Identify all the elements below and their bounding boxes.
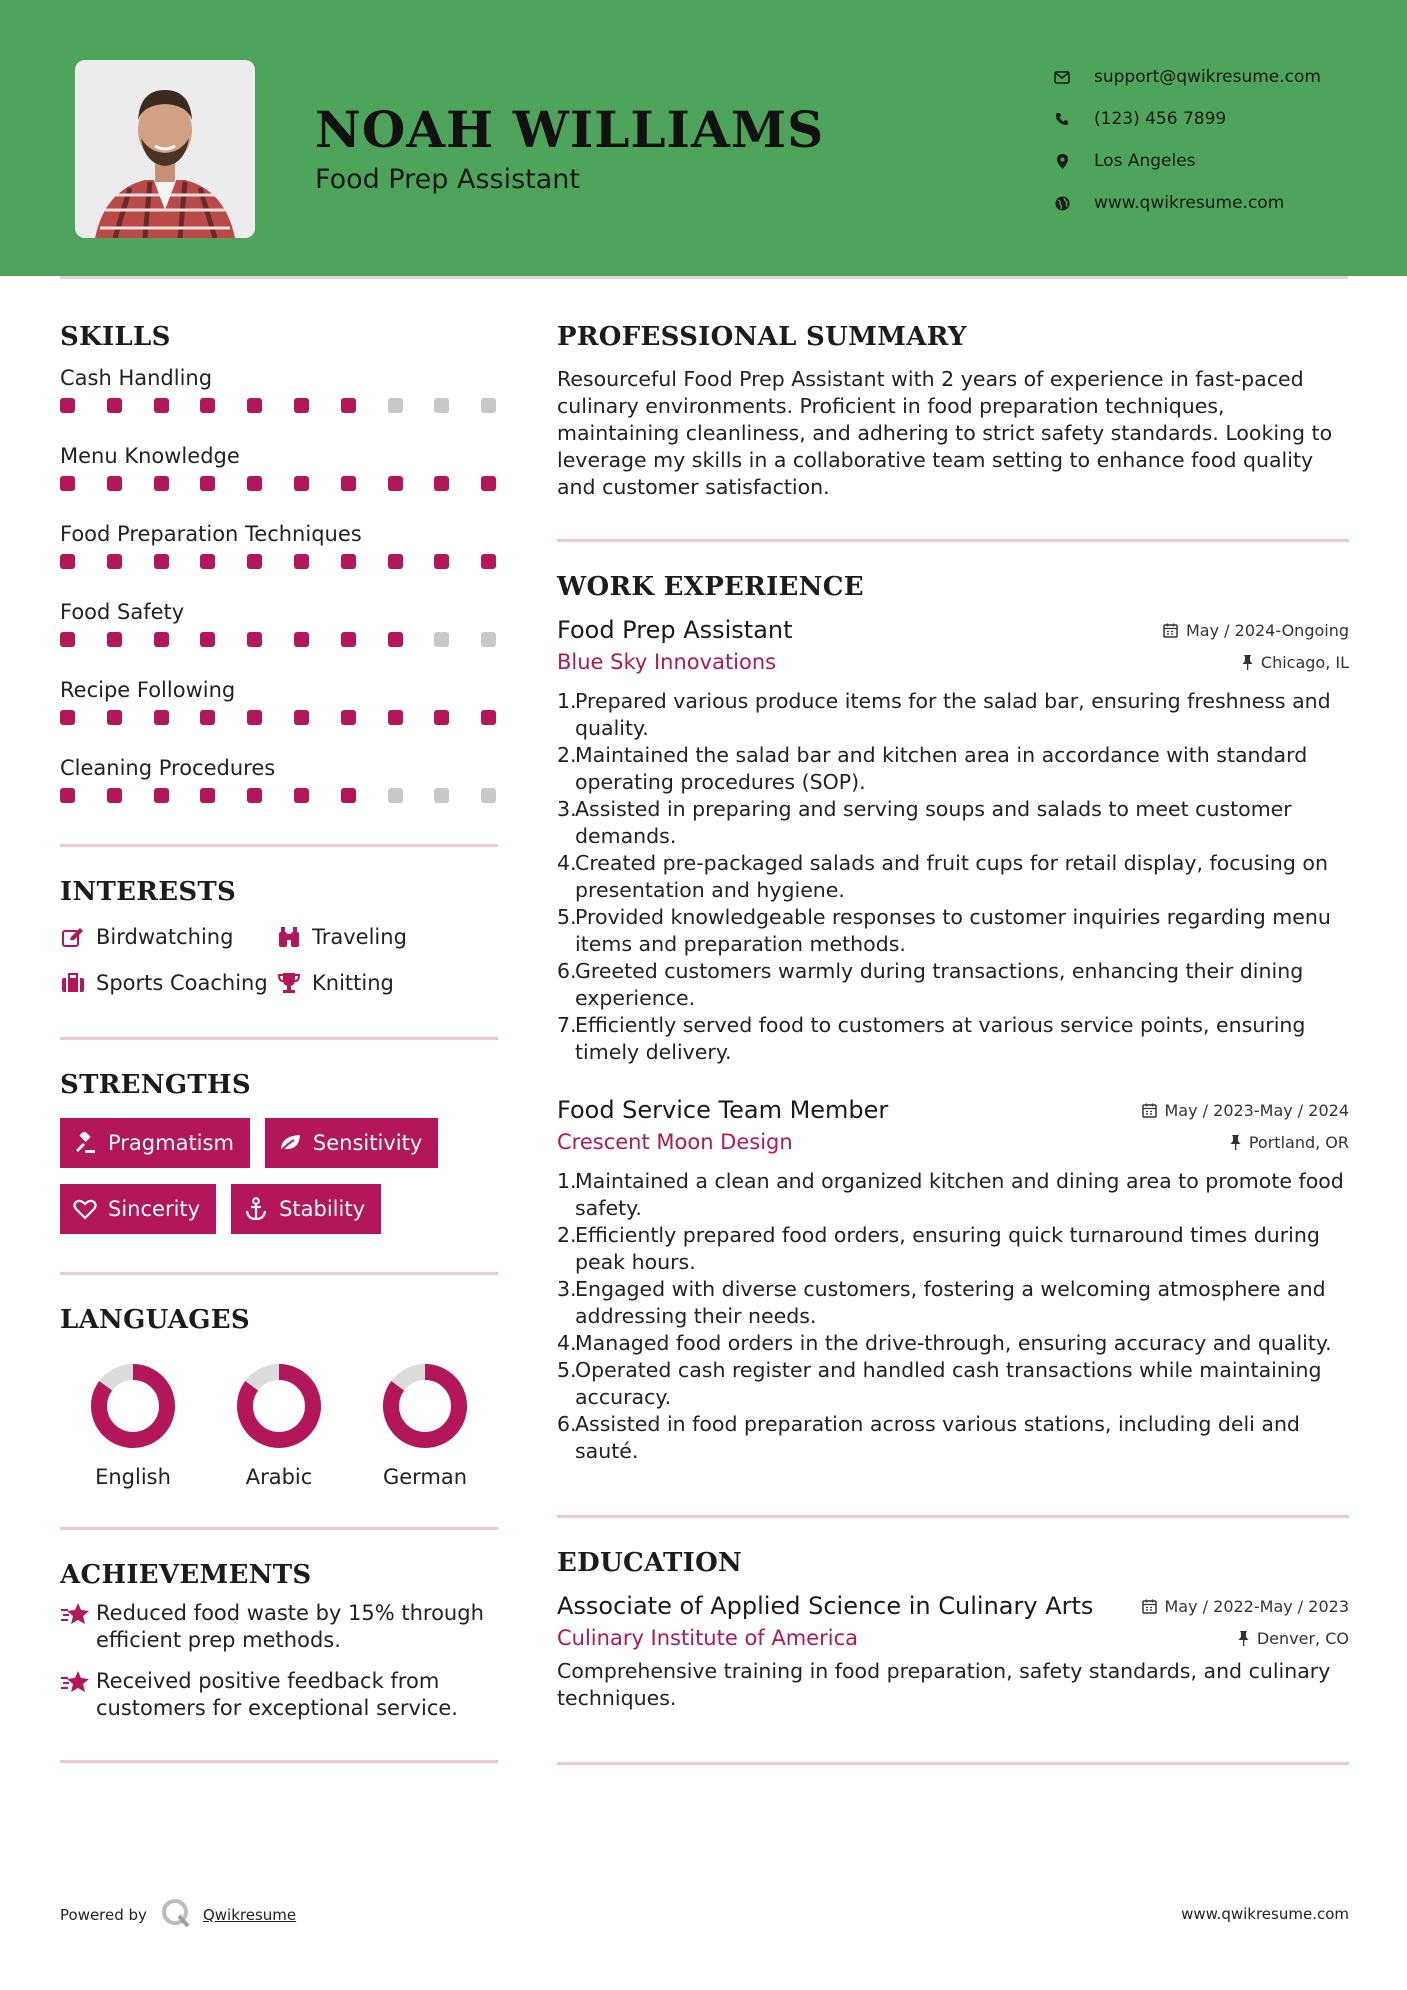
education-dates (1142, 1597, 1350, 1616)
rating-dot-filled (200, 398, 215, 413)
job-dates (1163, 621, 1349, 640)
education-description: Comprehensive training in food preparation, safety standards, and culinary techniques. (557, 1659, 1331, 1710)
contact-phone-text: (123) 456 7899 (1094, 109, 1227, 129)
job-bullet: 6. Assisted in food preparation across various stations, including deli and sauté. (557, 1412, 1300, 1463)
contact-phone[interactable] (1050, 98, 1321, 140)
section-divider (60, 1760, 498, 1763)
job-bullets (557, 1168, 1349, 1465)
rating-dot-filled (481, 710, 496, 725)
leaf-icon (277, 1130, 303, 1156)
profile-photo-image (75, 60, 255, 238)
heart-icon (72, 1196, 98, 1222)
job-dates-text: May / 2023-May / 2024 (1164, 1100, 1349, 1120)
job-bullet: 4. Created pre-packaged salads and fruit cups for retail display, focusing on presentation and hygiene. (557, 851, 1328, 902)
language-donut (236, 1363, 322, 1449)
language-donut (382, 1363, 468, 1449)
achievements-heading: ACHIEVEMENTS (60, 1560, 312, 1590)
header-divider (60, 276, 1348, 279)
job-dates-text: May / 2024-Ongoing (1186, 620, 1349, 640)
section-divider (60, 1272, 498, 1275)
rating-dot-filled (341, 554, 356, 569)
rating-dot-filled (294, 788, 309, 803)
section-divider (557, 539, 1349, 542)
rating-dot-filled (434, 710, 449, 725)
job-bullet: 2. Maintained the salad bar and kitchen area in accordance with standard operating procedures (SOP). (557, 743, 1308, 794)
rating-dot-filled (341, 476, 356, 491)
contact-email-text: support@qwikresume.com (1094, 67, 1321, 87)
header-banner (0, 0, 1407, 276)
interests-heading: INTERESTS (60, 877, 237, 907)
calendar-icon (1142, 1599, 1157, 1614)
rating-dot-filled (200, 632, 215, 647)
rating-dot-empty (481, 788, 496, 803)
location-pin-icon (1050, 149, 1074, 173)
strength-label: Sincerity (108, 1197, 201, 1221)
languages-list (60, 1363, 498, 1489)
briefcase-icon (60, 970, 86, 996)
rating-dot-empty (481, 398, 496, 413)
rating-dot-filled (154, 788, 169, 803)
rating-dot-filled (107, 710, 122, 725)
qwikresume-link[interactable]: Qwikresume (202, 1906, 297, 1924)
job-entry (557, 1096, 1349, 1465)
section-divider (557, 1762, 1349, 1765)
rating-dot-filled (107, 476, 122, 491)
rating-dot-filled (154, 398, 169, 413)
rating-dot-filled (294, 632, 309, 647)
rating-dot-filled (60, 476, 75, 491)
rating-dot-filled (294, 398, 309, 413)
rating-dot-filled (107, 398, 122, 413)
rating-dot-filled (247, 554, 262, 569)
company-name: Blue Sky Innovations (557, 650, 777, 674)
rating-dot-filled (294, 554, 309, 569)
interest-label: Knitting (312, 971, 394, 995)
interest-label: Birdwatching (96, 925, 234, 949)
job-bullet: 7. Efficiently served food to customers at various service points, ensuring timely delivery. (557, 1013, 1306, 1064)
job-bullet: 1. Prepared various produce items for the salad bar, ensuring freshness and quality. (557, 689, 1331, 740)
rating-dot-filled (60, 788, 75, 803)
section-divider (60, 1527, 498, 1530)
interest-label: Sports Coaching (96, 971, 268, 995)
rating-dot-filled (388, 476, 403, 491)
rating-dot-filled (388, 632, 403, 647)
language-name: Arabic (245, 1465, 313, 1489)
rating-dot-filled (247, 398, 262, 413)
skill-name: Food Preparation Techniques (60, 522, 362, 546)
skill-name: Menu Knowledge (60, 444, 240, 468)
skill-rating (60, 628, 498, 674)
skill-item (60, 518, 498, 596)
interest-item (276, 967, 476, 999)
strength-label: Pragmatism (108, 1131, 234, 1155)
rating-dot-filled (200, 788, 215, 803)
skill-rating (60, 394, 498, 440)
section-divider (557, 1515, 1349, 1518)
rating-dot-empty (388, 788, 403, 803)
company-name: Crescent Moon Design (557, 1130, 793, 1154)
rating-dot-filled (60, 632, 75, 647)
trophy-icon (276, 970, 302, 996)
footer-powered-by (60, 1898, 296, 1932)
calendar-icon (1163, 623, 1178, 638)
interest-item (60, 921, 276, 953)
experience-heading: WORK EXPERIENCE (557, 572, 864, 602)
binoculars-icon (276, 924, 302, 950)
rating-dot-filled (341, 710, 356, 725)
calendar-icon (1142, 1103, 1157, 1118)
strength-tag (60, 1184, 216, 1234)
footer-url[interactable]: www.qwikresume.com (1181, 1905, 1349, 1923)
rating-dot-filled (107, 788, 122, 803)
gavel-icon (72, 1130, 98, 1156)
rating-dot-empty (481, 632, 496, 647)
summary-text: Resourceful Food Prep Assistant with 2 years of experience in fast-paced culinary environments. Proficient in food preparation techniques, maintaining cleanliness, and adhering to strict safety standards. Looking to leverage my skills in a collaborative team setting to enhance food quality and customer satisfaction. (557, 367, 1333, 499)
phone-icon (1050, 107, 1074, 131)
languages-heading: LANGUAGES (60, 1305, 250, 1335)
language-item (352, 1363, 498, 1489)
skill-rating (60, 706, 498, 752)
education-entry (557, 1592, 1349, 1712)
rating-dot-empty (388, 398, 403, 413)
job-location-text: Chicago, IL (1260, 652, 1349, 672)
skill-name: Cleaning Procedures (60, 756, 276, 780)
skill-rating (60, 472, 498, 518)
skill-rating (60, 550, 498, 596)
rating-dot-filled (60, 398, 75, 413)
language-name: German (382, 1465, 468, 1489)
skill-rating (60, 784, 498, 830)
achievement-text: Reduced food waste by 15% through efficient prep methods. (96, 1601, 484, 1652)
rating-dot-filled (247, 632, 262, 647)
job-bullet: 2. Efficiently prepared food orders, ensuring quick turnaround times during peak hours. (557, 1223, 1320, 1274)
candidate-name: NOAH WILLIAMS (315, 100, 825, 159)
rating-dot-filled (341, 398, 356, 413)
job-bullets (557, 688, 1349, 1066)
rating-dot-filled (434, 554, 449, 569)
language-item (60, 1363, 206, 1489)
job-bullet: 5. Operated cash register and handled cash transactions while maintaining accuracy. (557, 1358, 1322, 1409)
education-location (1238, 1629, 1349, 1648)
job-location (1230, 1133, 1349, 1152)
qwikresume-logo-icon (161, 1898, 191, 1932)
rating-dot-filled (434, 476, 449, 491)
rating-dot-filled (107, 554, 122, 569)
strength-tag (60, 1118, 250, 1168)
skill-name: Cash Handling (60, 366, 213, 390)
rating-dot-filled (200, 476, 215, 491)
rating-dot-filled (154, 710, 169, 725)
contact-website-text: www.qwikresume.com (1094, 193, 1285, 213)
contact-location-text: Los Angeles (1094, 151, 1196, 171)
rating-dot-filled (60, 554, 75, 569)
rating-dot-filled (341, 788, 356, 803)
rating-dot-filled (247, 788, 262, 803)
strengths-heading: STRENGTHS (60, 1070, 251, 1100)
job-location (1242, 653, 1349, 672)
pushpin-icon (1242, 655, 1253, 670)
skills-heading: SKILLS (60, 322, 171, 352)
strength-tag (265, 1118, 438, 1168)
rating-dot-filled (247, 710, 262, 725)
job-location-text: Portland, OR (1248, 1132, 1349, 1152)
skill-name: Food Safety (60, 600, 185, 624)
interest-label: Traveling (312, 925, 407, 949)
rating-dot-filled (294, 710, 309, 725)
language-donut (90, 1363, 176, 1449)
job-bullet: 4. Managed food orders in the drive-through, ensuring accuracy and quality. (557, 1331, 1332, 1355)
rating-dot-filled (481, 554, 496, 569)
skill-name: Recipe Following (60, 678, 236, 702)
job-dates (1142, 1101, 1350, 1120)
pushpin-icon (1238, 1631, 1249, 1646)
skill-item (60, 674, 498, 752)
skills-list (60, 362, 498, 830)
job-bullet: 3. Engaged with diverse customers, fostering a welcoming atmosphere and addressing their needs. (557, 1277, 1326, 1328)
strength-label: Sensitivity (312, 1131, 423, 1155)
summary-heading: PROFESSIONAL SUMMARY (557, 322, 967, 352)
strength-tag (231, 1184, 381, 1234)
rating-dot-filled (154, 476, 169, 491)
strength-label: Stability (279, 1197, 366, 1221)
powered-by-text: Powered by (60, 1906, 147, 1924)
rating-dot-filled (60, 710, 75, 725)
contact-email[interactable] (1050, 56, 1321, 98)
candidate-title: Food Prep Assistant (315, 164, 580, 195)
language-name: English (95, 1465, 171, 1489)
star-badge-icon (60, 1600, 96, 1654)
degree-title: Associate of Applied Science in Culinary Arts (557, 1592, 1094, 1620)
rating-dot-filled (200, 554, 215, 569)
rating-dot-filled (388, 554, 403, 569)
interest-item (60, 967, 276, 999)
job-bullet: 3. Assisted in preparing and serving soups and salads to meet customer demands. (557, 797, 1292, 848)
rating-dot-filled (200, 710, 215, 725)
interests-list (60, 921, 498, 999)
language-item (206, 1363, 352, 1489)
anchor-icon (243, 1196, 269, 1222)
rating-dot-filled (154, 632, 169, 647)
school-name: Culinary Institute of America (557, 1626, 858, 1650)
rating-dot-empty (434, 632, 449, 647)
interest-item (276, 921, 476, 953)
job-title: Food Prep Assistant (557, 616, 793, 644)
skill-item (60, 752, 498, 830)
skill-item (60, 440, 498, 518)
contact-list (1050, 56, 1321, 224)
achievement-item (60, 1668, 498, 1722)
profile-photo (75, 60, 255, 238)
achievement-text: Received positive feedback from customers for exceptional service. (96, 1669, 458, 1720)
job-bullet: 5. Provided knowledgeable responses to customer inquiries regarding menu items and preparation methods. (557, 905, 1331, 956)
contact-website[interactable] (1050, 182, 1321, 224)
rating-dot-filled (247, 476, 262, 491)
rating-dot-empty (434, 788, 449, 803)
achievements-list (60, 1600, 498, 1722)
job-bullet: 1. Maintained a clean and organized kitchen and dining area to promote food safety. (557, 1169, 1344, 1220)
rating-dot-empty (434, 398, 449, 413)
pushpin-icon (1230, 1135, 1241, 1150)
pencil-square-icon (60, 924, 86, 950)
rating-dot-filled (388, 710, 403, 725)
skill-item (60, 362, 498, 440)
skill-item (60, 596, 498, 674)
rating-dot-filled (154, 554, 169, 569)
section-divider (60, 1037, 498, 1040)
rating-dot-filled (481, 476, 496, 491)
achievement-item (60, 1600, 498, 1654)
education-location-text: Denver, CO (1256, 1628, 1349, 1648)
strengths-list (60, 1118, 460, 1234)
education-heading: EDUCATION (557, 1548, 743, 1578)
job-entry (557, 616, 1349, 1066)
education-dates-text: May / 2022-May / 2023 (1164, 1596, 1349, 1616)
right-column (557, 322, 1349, 1765)
rating-dot-filled (294, 476, 309, 491)
star-badge-icon (60, 1668, 96, 1722)
job-title: Food Service Team Member (557, 1096, 889, 1124)
envelope-icon (1050, 65, 1074, 89)
rating-dot-filled (107, 632, 122, 647)
rating-dot-filled (341, 632, 356, 647)
contact-location (1050, 140, 1321, 182)
section-divider (60, 844, 498, 847)
job-bullet: 6. Greeted customers warmly during transactions, enhancing their dining experience. (557, 959, 1304, 1010)
left-column (60, 322, 498, 1763)
globe-icon (1050, 191, 1074, 215)
